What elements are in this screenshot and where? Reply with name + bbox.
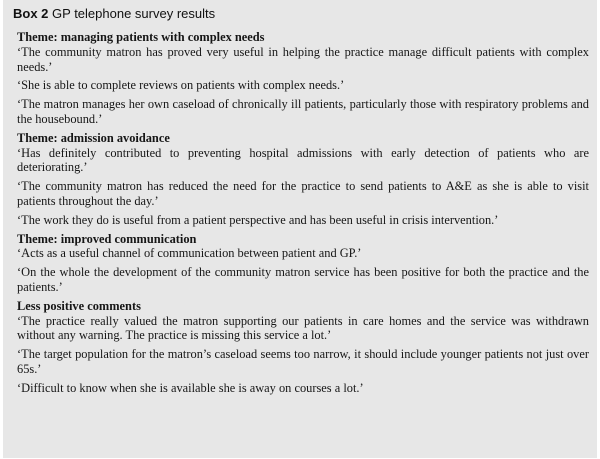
theme-heading: Theme: managing patients with complex needs (17, 30, 265, 44)
quote: ‘The matron manages her own caseload of chronically ill patients, particularly those with respiratory problems and the housebound.’ (17, 97, 589, 126)
quote: ‘She is able to complete reviews on patients with complex needs.’ (17, 78, 345, 93)
theme-heading: Less positive comments (17, 298, 141, 313)
theme-section-admission-avoidance (17, 131, 589, 228)
box-title: GP telephone survey results (52, 6, 216, 21)
theme-section-less-positive (17, 299, 589, 396)
theme-section-improved-communication (17, 232, 589, 295)
quote: ‘The work they do is useful from a patient perspective and has been useful in crisis intervention.’ (17, 212, 499, 227)
quote: ‘The community matron has reduced the need for the practice to send patients to A&E as she is able to visit patients throughout the day.’ (17, 179, 589, 208)
theme-heading: Theme: improved communication (17, 231, 197, 246)
quote: ‘On the whole the development of the community matron service has been positive for both the practice and the patients.’ (17, 265, 589, 294)
quote: ‘The practice really valued the matron supporting our patients in care homes and the service was withdrawn without any warning. The practice is missing this service a lot.’ (17, 313, 589, 343)
quote: ‘Has definitely contributed to preventing hospital admissions with early detection of patients who are deteriorating.’ (17, 145, 589, 175)
quote: ‘The target population for the matron’s caseload seems too narrow, it should include younger patients not just over 65s.’ (17, 347, 589, 376)
box-content (17, 30, 589, 400)
theme-section-complex-needs (17, 30, 589, 127)
quote: ‘Acts as a useful channel of communication between patient and GP.’ (17, 246, 362, 261)
box-label: Box 2 (13, 6, 49, 21)
theme-heading: Theme: admission avoidance (17, 130, 170, 145)
quote: ‘The community matron has proved very useful in helping the practice manage difficult patients with complex needs.’ (17, 44, 589, 74)
quote: ‘Difficult to know when she is available she is away on courses a lot.’ (17, 380, 364, 395)
box-heading (13, 6, 215, 21)
survey-results-box (3, 0, 597, 458)
